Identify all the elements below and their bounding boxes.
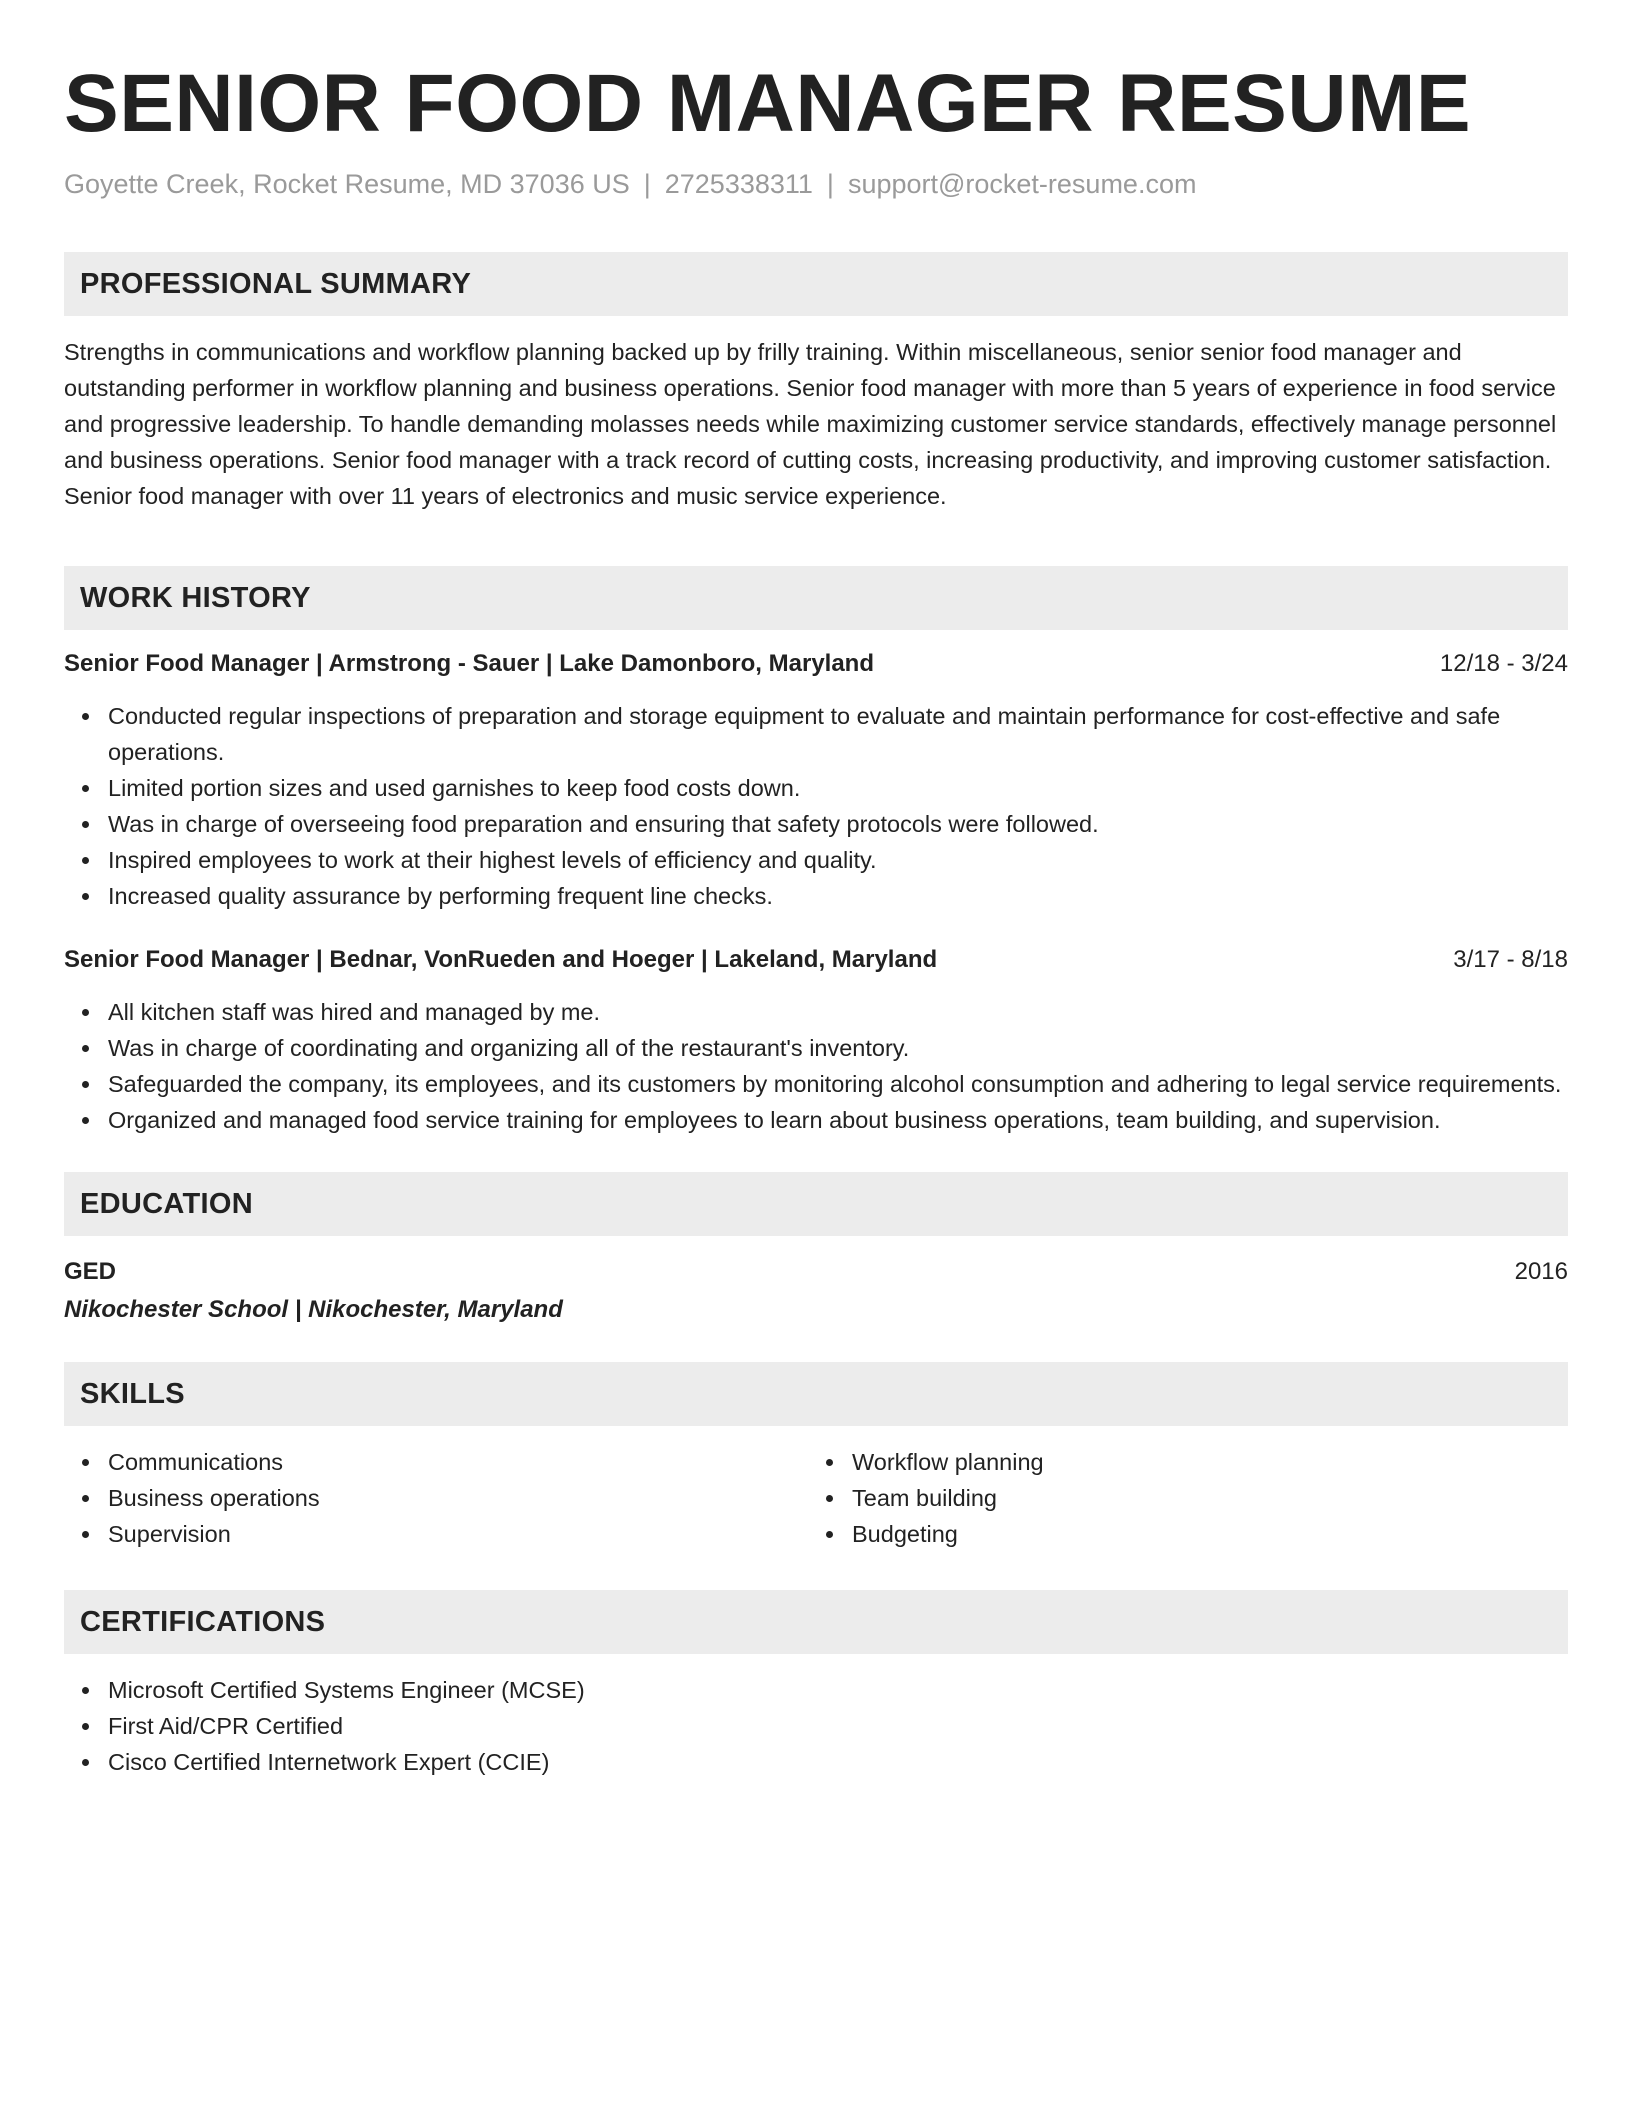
resume-page xyxy=(64,56,1568,1780)
certifications-list xyxy=(64,1672,1568,1780)
contact-phone: 2725338311 xyxy=(664,169,813,199)
list-item: Limited portion sizes and used garnishes to keep food costs down. xyxy=(108,770,1568,806)
list-item: Business operations xyxy=(108,1480,808,1516)
skills-columns xyxy=(64,1444,1568,1552)
skills-column-left xyxy=(64,1444,808,1552)
contact-line xyxy=(64,166,1568,202)
list-item: Was in charge of overseeing food preparation and ensuring that safety protocols were followed. xyxy=(108,806,1568,842)
job-bullets xyxy=(64,994,1568,1138)
list-item: Conducted regular inspections of preparation and storage equipment to evaluate and maintain performance for cost-effective and safe operations. xyxy=(108,698,1568,770)
work-history-heading: WORK HISTORY xyxy=(64,566,1568,630)
education-school: Nikochester School | Nikochester, Maryland xyxy=(64,1296,563,1323)
job-header xyxy=(64,646,1568,682)
skills-heading: SKILLS xyxy=(64,1362,1568,1426)
resume-title: SENIOR FOOD MANAGER RESUME xyxy=(64,58,1472,149)
education-heading: EDUCATION xyxy=(64,1172,1568,1236)
list-item: Safeguarded the company, its employees, and its customers by monitoring alcohol consumption and adhering to legal service requirements. xyxy=(108,1066,1568,1102)
contact-email: support@rocket-resume.com xyxy=(847,169,1197,199)
job-header xyxy=(64,942,1568,978)
list-item: Supervision xyxy=(108,1516,808,1552)
certifications-heading: CERTIFICATIONS xyxy=(64,1590,1568,1654)
list-item: Organized and managed food service training for employees to learn about business operations, team building, and supervision. xyxy=(108,1102,1568,1138)
list-item: Was in charge of coordinating and organizing all of the restaurant's inventory. xyxy=(108,1030,1568,1066)
skills-section xyxy=(64,1362,1568,1552)
education-year: 2016 xyxy=(1514,1258,1568,1285)
job-entry xyxy=(64,646,1568,914)
job-dates: 3/17 - 8/18 xyxy=(1453,946,1568,973)
education-entry xyxy=(64,1254,1568,1328)
job-title: Senior Food Manager | Bednar, VonRueden and Hoeger | Lakeland, Maryland xyxy=(64,946,938,973)
summary-heading: PROFESSIONAL SUMMARY xyxy=(64,252,1568,316)
skills-column-right xyxy=(808,1444,1552,1552)
list-item: All kitchen staff was hired and managed by me. xyxy=(108,994,1568,1030)
job-entry xyxy=(64,942,1568,1138)
education-header xyxy=(64,1254,1568,1290)
summary-text: Strengths in communications and workflow planning backed up by frilly training. Within miscellaneous, senior senior food manager and outstanding performer in workflow planning and business operations. Senior food manager with more than 5 years of experience in food service and progressive leadership. To handle demanding molasses needs while maximizing customer service standards, effectively manage personnel and business operations. Senior food manager with a track record of cutting costs, increasing productivity, and improving customer satisfaction. Senior food manager with over 11 years of electronics and music service experience. xyxy=(64,339,1557,509)
job-dates: 12/18 - 3/24 xyxy=(1439,650,1568,677)
list-item: Cisco Certified Internetwork Expert (CCIE) xyxy=(108,1744,1568,1780)
list-item: Microsoft Certified Systems Engineer (MCSE) xyxy=(108,1672,1568,1708)
education-degree: GED xyxy=(64,1258,117,1285)
work-history-section xyxy=(64,566,1568,1138)
summary-section xyxy=(64,252,1568,514)
job-bullets xyxy=(64,698,1568,914)
list-item: Inspired employees to work at their highest levels of efficiency and quality. xyxy=(108,842,1568,878)
contact-separator: | xyxy=(826,169,834,199)
list-item: Communications xyxy=(108,1444,808,1480)
education-section xyxy=(64,1172,1568,1328)
job-title: Senior Food Manager | Armstrong - Sauer | Lake Damonboro, Maryland xyxy=(64,650,874,677)
certifications-section xyxy=(64,1590,1568,1780)
list-item: First Aid/CPR Certified xyxy=(108,1708,1568,1744)
contact-address: Goyette Creek, Rocket Resume, MD 37036 US xyxy=(64,169,630,199)
list-item: Team building xyxy=(852,1480,1552,1516)
list-item: Increased quality assurance by performing frequent line checks. xyxy=(108,878,1568,914)
contact-separator: | xyxy=(643,169,651,199)
list-item: Workflow planning xyxy=(852,1444,1552,1480)
list-item: Budgeting xyxy=(852,1516,1552,1552)
